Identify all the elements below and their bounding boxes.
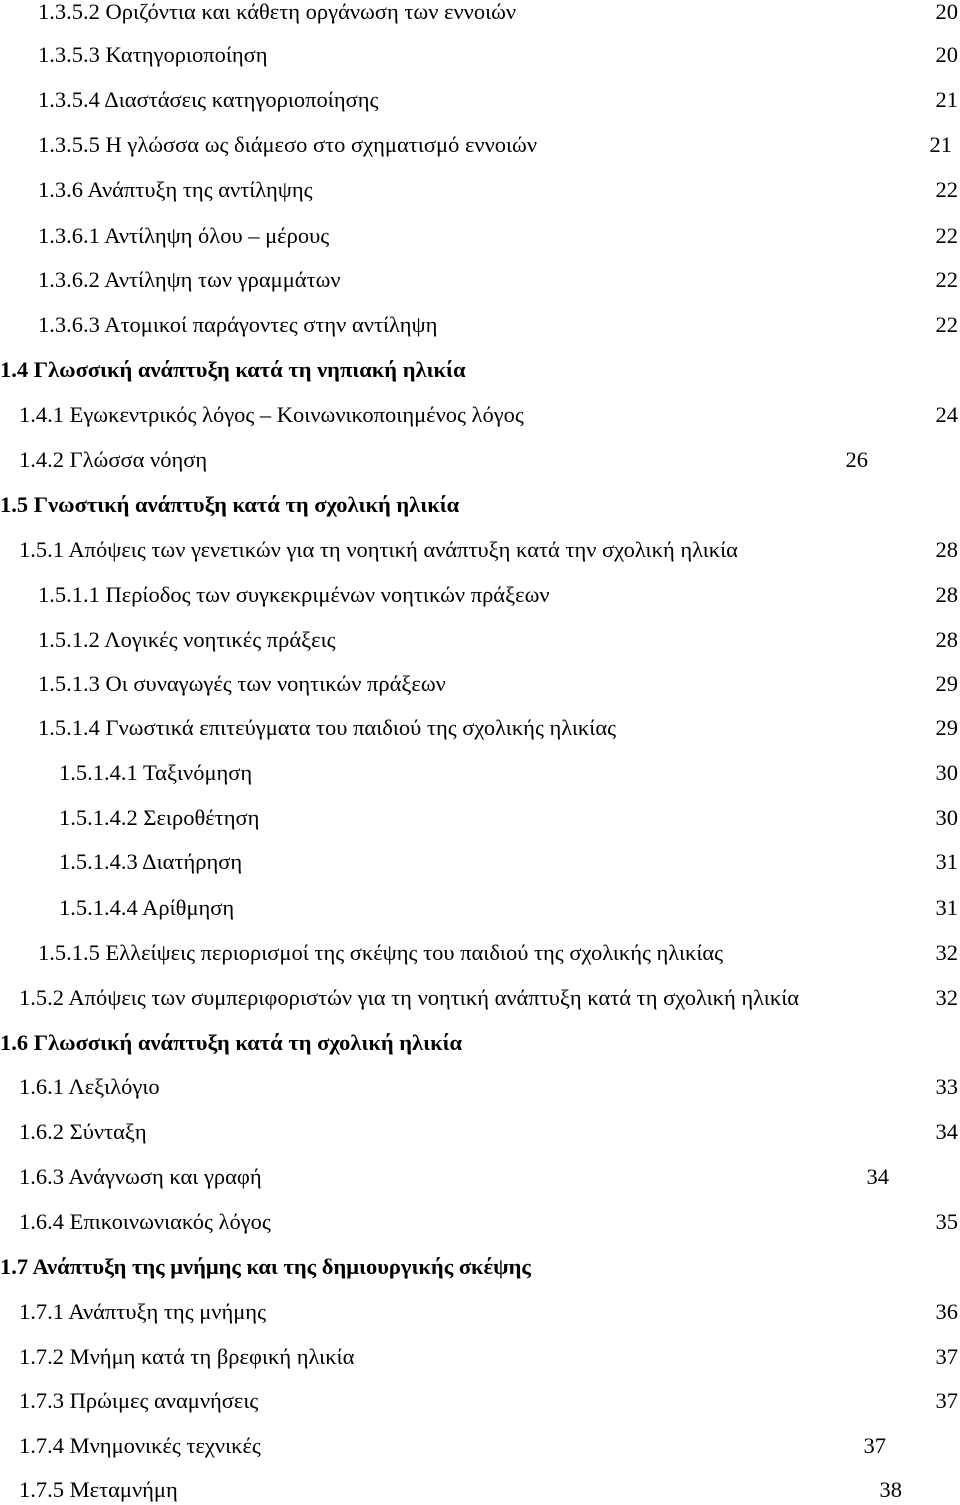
- toc-entry: [0, 580, 960, 610]
- toc-entry: [0, 175, 960, 205]
- toc-entry-page-number: 37: [935, 1388, 958, 1413]
- toc-entry: [0, 1342, 960, 1372]
- toc-entry-title: 1.5.2 Απόψεις των συμπεριφοριστών για τη νοητική ανάπτυξη κατά τη σχολική ηλικία: [19, 985, 800, 1010]
- toc-section-heading: [0, 1028, 960, 1058]
- toc-entry-page-number: 22: [935, 223, 958, 248]
- toc-entry: [0, 445, 960, 475]
- toc-section-heading: [0, 1252, 960, 1282]
- toc-entry-title: 1.3.5.3 Κατηγοριοποίηση: [38, 42, 268, 67]
- toc-entry-page-number: 34: [935, 1119, 958, 1144]
- toc-entry-title: 1.5.1.1 Περίοδος των συγκεκριμένων νοητικών πράξεων: [38, 582, 550, 607]
- toc-entry-title: 1.4 Γλωσσική ανάπτυξη κατά τη νηπιακή ηλικία: [0, 357, 466, 382]
- toc-entry-title: 1.3.5.4 Διαστάσεις κατηγοριοποίησης: [38, 87, 379, 112]
- toc-entry-page-number: 20: [935, 42, 958, 67]
- toc-entry-page-number: 28: [935, 537, 958, 562]
- toc-entry-page-number: 34: [866, 1164, 889, 1189]
- toc-entry-page-number: 20: [935, 0, 958, 24]
- toc-entry-page-number: 26: [845, 447, 868, 472]
- toc-section-heading: [0, 355, 960, 385]
- toc-entry: [0, 0, 960, 27]
- toc-entry-title: 1.5.1.4.1 Ταξινόμηση: [59, 760, 253, 785]
- toc-entry: [0, 400, 960, 430]
- toc-entry-page-number: 33: [935, 1074, 958, 1099]
- toc-entry-title: 1.6.2 Σύνταξη: [19, 1119, 147, 1144]
- toc-entry: [0, 803, 960, 833]
- toc-entry-title: 1.7.2 Μνήμη κατά τη βρεφική ηλικία: [19, 1344, 355, 1369]
- toc-entry-title: 1.7.1 Ανάπτυξη της μνήμης: [19, 1299, 266, 1324]
- toc-entry: [0, 713, 960, 743]
- toc-entry-page-number: 21: [929, 132, 952, 157]
- toc-entry: [0, 1072, 960, 1102]
- toc-entry-page-number: 29: [935, 715, 958, 740]
- toc-entry-title: 1.3.6.1 Αντίληψη όλου – μέρους: [38, 223, 330, 248]
- toc-entry-page-number: 36: [935, 1299, 958, 1324]
- toc-section-heading: [0, 490, 960, 520]
- toc-entry-page-number: 30: [935, 805, 958, 830]
- toc-entry-page-number: 29: [935, 671, 958, 696]
- toc-entry: [0, 1431, 960, 1461]
- toc-entry-page-number: 32: [935, 940, 958, 965]
- toc-entry-title: 1.5.1.4.2 Σειροθέτηση: [59, 805, 260, 830]
- toc-entry: [0, 535, 960, 565]
- toc-entry-title: 1.3.6.3 Ατομικοί παράγοντες στην αντίληψη: [38, 312, 438, 337]
- toc-entry-title: 1.5.1.4.4 Αρίθμηση: [59, 895, 235, 920]
- toc-entry-page-number: 28: [935, 582, 958, 607]
- toc-entry: [0, 893, 960, 923]
- toc-entry: [0, 310, 960, 340]
- toc-entry-page-number: 28: [935, 627, 958, 652]
- toc-entry-title: 1.4.2 Γλώσσα νόηση: [19, 447, 208, 472]
- toc-entry-page-number: 22: [935, 177, 958, 202]
- toc-entry-page-number: 38: [879, 1477, 902, 1502]
- toc-entry: [0, 847, 960, 877]
- toc-entry-page-number: 22: [935, 312, 958, 337]
- toc-entry-title: 1.5.1.4.3 Διατήρηση: [59, 849, 243, 874]
- toc-entry-title: 1.5.1.5 Ελλείψεις περιορισμοί της σκέψης του παιδιού της σχολικής ηλικίας: [38, 940, 724, 965]
- toc-entry: [0, 40, 960, 70]
- toc-entry-page-number: 31: [935, 895, 958, 920]
- toc-entry-title: 1.6.4 Επικοινωνιακός λόγος: [19, 1209, 271, 1234]
- toc-entry-title: 1.7 Ανάπτυξη της μνήμης και της δημιουργικής σκέψης: [0, 1254, 531, 1279]
- toc-entry: [0, 1475, 960, 1505]
- toc-entry-title: 1.3.5.2 Οριζόντια και κάθετη οργάνωση των εννοιών: [38, 0, 517, 24]
- toc-entry-page-number: 35: [935, 1209, 958, 1234]
- toc-entry-title: 1.5 Γνωστική ανάπτυξη κατά τη σχολική ηλικία: [0, 492, 460, 517]
- toc-entry: [0, 983, 960, 1013]
- toc-entry: [0, 625, 960, 655]
- toc-entry-page-number: 21: [935, 87, 958, 112]
- toc-entry-title: 1.4.1 Εγωκεντρικός λόγος – Κοινωνικοποιημένος λόγος: [19, 402, 524, 427]
- toc-entry-title: 1.3.6.2 Αντίληψη των γραμμάτων: [38, 267, 341, 292]
- toc-entry: [0, 221, 960, 251]
- toc-entry: [0, 1207, 960, 1237]
- toc-entry-page-number: 31: [935, 849, 958, 874]
- toc-entry: [0, 130, 960, 160]
- toc-entry-title: 1.3.5.5 Η γλώσσα ως διάμεσο στο σχηματισμό εννοιών: [38, 132, 538, 157]
- toc-entry-title: 1.5.1 Απόψεις των γενετικών για τη νοητική ανάπτυξη κατά την σχολική ηλικία: [19, 537, 738, 562]
- toc-entry: [0, 1117, 960, 1147]
- toc-entry-title: 1.7.5 Μεταμνήμη: [19, 1477, 178, 1502]
- toc-entry-title: 1.5.1.4 Γνωστικά επιτεύγματα του παιδιού της σχολικής ηλικίας: [38, 715, 617, 740]
- toc-entry-title: 1.6.1 Λεξιλόγιο: [19, 1074, 160, 1099]
- toc-entry-title: 1.3.6 Ανάπτυξη της αντίληψης: [38, 177, 313, 202]
- toc-entry: [0, 1386, 960, 1416]
- toc-entry-page-number: 37: [935, 1344, 958, 1369]
- toc-entry-page-number: 22: [935, 267, 958, 292]
- toc-entry-title: 1.6.3 Ανάγνωση και γραφή: [19, 1164, 262, 1189]
- toc-entry: [0, 85, 960, 115]
- toc-entry: [0, 1162, 960, 1192]
- toc-entry-title: 1.5.1.2 Λογικές νοητικές πράξεις: [38, 627, 336, 652]
- toc-entry: [0, 758, 960, 788]
- toc-entry-page-number: 24: [935, 402, 958, 427]
- toc-entry-title: 1.6 Γλωσσική ανάπτυξη κατά τη σχολική ηλικία: [0, 1030, 463, 1055]
- toc-entry-title: 1.7.4 Μνημονικές τεχνικές: [19, 1433, 261, 1458]
- toc-entry: [0, 669, 960, 699]
- toc-entry-title: 1.7.3 Πρώιμες αναμνήσεις: [19, 1388, 259, 1413]
- toc-entry-page-number: 30: [935, 760, 958, 785]
- toc-entry: [0, 938, 960, 968]
- toc-entry-page-number: 32: [935, 985, 958, 1010]
- toc-entry: [0, 265, 960, 295]
- toc-entry-page-number: 37: [863, 1433, 886, 1458]
- toc-entry-title: 1.5.1.3 Οι συναγωγές των νοητικών πράξεων: [38, 671, 446, 696]
- toc-entry: [0, 1297, 960, 1327]
